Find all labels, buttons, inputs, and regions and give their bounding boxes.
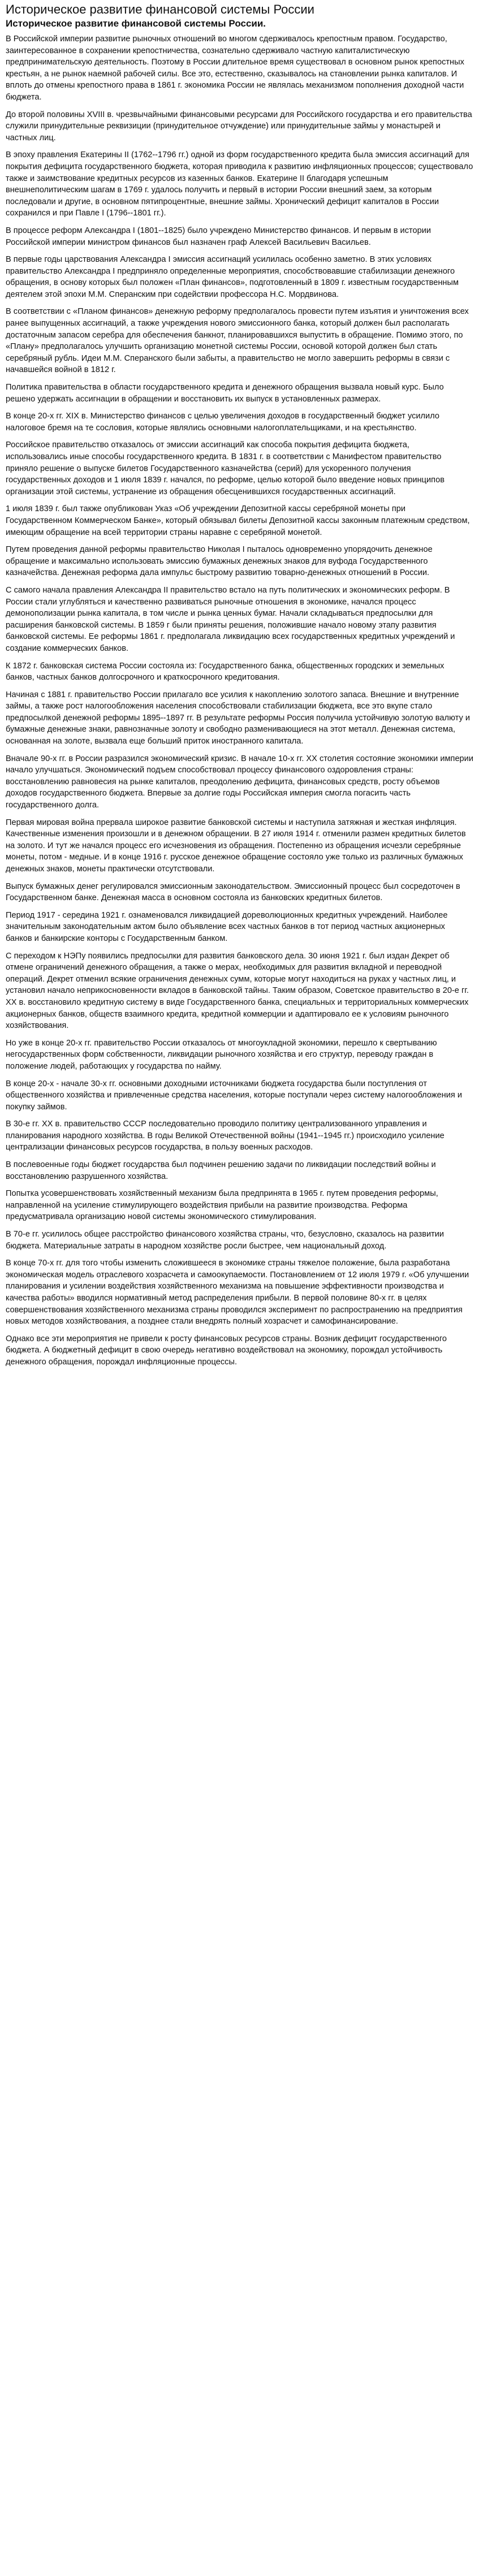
body-paragraph: Первая мировая война прервала широкое развитие банковской системы и наступила затяжная и жесткая инфляция. Качественные изменения произошли и в денежном обращении. В 27 июля 1914 г. отменили размен кредитных билетов на золото. И тут же начался процесс его исчезновения из обращения. Постепенно из обращения исчезли серебряные монеты, потом - медные. И в конце 1916 г. русское денежное обращение состояло уже только из различных бумажных денежных знаков, монеты практически отсутствовали. [6, 818, 466, 874]
body-paragraph: В Российской империи развитие рыночных отношений во многом сдерживалось крепостным правом. Государство, заинтересованное в сохранении крепостничества, сознательно сдерживало частную капиталистическую предпринимательскую деятельность. Поэтому в России длительное время существовал в основном рынок крепостных крестьян, а не рынок наемной рабочей силы. Все это, естественно, сказывалось на становлении рынка капиталов. И вплоть до отмены крепостного права в 1861 г. экономика России не являлась механизмом пополнения доходной части бюджета. [6, 34, 464, 102]
body-paragraph: Путем проведения данной реформы правительство Николая I пыталось одновременно упорядочить денежное обращение и максимально использовать эмиссию бумажных денежных знаков для вуфода Государственного казначейства. Денежная реформа дала импульс быстрому развитию товарно-денежных отношений в России. [6, 545, 433, 578]
body-paragraph: Вначале 90-х гг. в России разразился экономический кризис. В начале 10-х гг. XX столетия состояние экономики империи начало улучшаться. Экономический подъем способствовал процессу финансового оздоровления страны: восстановлению равновесия на рынке капиталов, преодолению дефицита, финансовых средств, росту объемов доходов государственного бюджета. Впервые за долгие годы Российская империя смогла погасить часть государственного долга. [6, 754, 473, 810]
body-paragraph: Но уже в конце 20-х гг. правительство России отказалось от многоукладной экономики, перешло к свертыванию негосударственных форм собственности, ликвидации рыночного хозяйства и его структур, переводу граждан в положение людей, работающих у государства по найму. [6, 1038, 437, 1071]
body-paragraph: Российское правительство отказалось от эмиссии ассигнаций как способа покрытия дефицита бюджета, использовались иные способы государственного кредита. В 1831 г. в соответствии с Манифестом правительство приняло решение о выпуске билетов Государственного казначейства (серий) для ускоренного получения государственных доходов и 1 июля 1839 г. начался, по реформе, целью которой было введение новых принципов организации этой системы, устранение из обращения обесценившихся государственных ассигнаций. [6, 440, 445, 496]
document-subtitle: Историческое развитие финансовой системы России. [6, 18, 266, 29]
body-paragraph: В процессе реформ Александра I (1801--1825) было учреждено Министерство финансов. И первым в истории Российской империи министром финансов был назначен граф Алексей Васильевич Васильев. [6, 226, 431, 247]
body-paragraph: Выпуск бумажных денег регулировался эмиссионным законодательством. Эмиссионный процесс был сосредоточен в Государственном банке. Денежная масса в основном состояла из банковских кредитных билетов. [6, 881, 460, 903]
body-paragraph: Период 1917 - середина 1921 г. ознаменовался ликвидацией дореволюционных кредитных учреждений. Наиболее значительным законодательным актом было объявление всех частных банков в тот период частных акционерных банков и банкирские конторы с Государственным банком. [6, 910, 448, 943]
page-title: Историческое развитие финансовой системы России [6, 2, 314, 16]
body-paragraph: С переходом к НЭПу появились предпосылки для развития банковского дела. 30 июня 1921 г. был издан Декрет об отмене ограничений денежного обращения, а также о мерах, необходимых для развития вкладной и переводной операций. Декрет отменил всякие ограничения денежных сумм, которые могут находиться на руках у частных лиц, и установил начало неприкосновенности вкладов в банковской тайны. Таким образом, Советское правительство в 20-е гг. XX в. восстановило кредитную систему в виде Государственного банка, специальных и территориальных коммерческих акционерных банков, обществ взаимного кредита, кредитной коммерции и адаптировало ее к условиям рыночного хозяйствования. [6, 951, 469, 1031]
body-paragraph: В послевоенные годы бюджет государства был подчинен решению задачи по ликвидации последствий войны и восстановлению разрушенного хозяйства. [6, 1160, 436, 1181]
body-paragraph: К 1872 г. банковская система России состояла из: Государственного банка, общественных городских и земельных банков, частных банков долгосрочного и краткосрочного кредитования. [6, 661, 445, 682]
document-body [6, 33, 473, 1368]
body-paragraph: 1 июля 1839 г. был также опубликован Указ «Об учреждении Депозитной кассы серебряной монеты при Государственном Коммерческом Банке», который обязывал билеты Депозитной кассы законным платежным средством, имеющим обращение на всей территории страны наравне с серебряной монетой. [6, 504, 470, 537]
body-paragraph: Однако все эти мероприятия не привели к росту финансовых ресурсов страны. Возник дефицит государственного бюджета. А бюджетный дефицит в свою очередь негативно воздействовал на экономику, порождал устойчивость денежного обращения, порождал инфляционные процессы. [6, 1334, 447, 1367]
body-paragraph: В 30-е гг. XX в. правительство СССР последовательно проводило политику централизованного управления и планирования народного хозяйства. В годы Великой Отечественной войны (1941--1945 гг.) происходило усиление централизации финансовых ресурсов государства, в пользу военных расходов. [6, 1120, 445, 1152]
body-paragraph: Политика правительства в области государственного кредита и денежного обращения вызвала новый курс. Было решено удержать ассигнации в обращении и восстановить их выпуск в установленных размерах. [6, 383, 444, 404]
body-paragraph: До второй половины XVIII в. чрезвычайными финансовыми ресурсами для Российского государства и его правительства служили принудительные реквизиции (принудительное отчуждение) или принудительные займы у монастырей и частных лиц. [6, 110, 472, 142]
body-paragraph: В соответствии с «Планом финансов» денежную реформу предполагалось провести путем изъятия и уничтожения всех ранее выпущенных ассигнаций, а также учреждения нового эмиссионного банка, который должен был располагать достаточным запасом серебра для обеспечения банкнот, планировавшихся выпустить в обращение. Помимо этого, по «Плану» предполагалось улучшить организацию монетной системы России, основой которой должен был стать серебряный рубль. Идеи М.М. Сперанского были забыты, а правительство не могло завершить реформы в связи с начавшейся войной в 1812 г. [6, 307, 469, 375]
body-paragraph: В конце 20-х гг. XIX в. Министерство финансов с целью увеличения доходов в государственный бюджет усилило налоговое бремя на те сословия, которые являлись основными налогоплательщиками, и на крестьянство. [6, 412, 439, 433]
body-paragraph: В конце 20-х - начале 30-х гг. основными доходными источниками бюджета государства были поступления от общественного хозяйства и привлеченные средства населения, которые поступали через систему налогообложения и покупку займов. [6, 1079, 462, 1112]
body-paragraph: С самого начала правления Александра II правительство встало на путь политических и экономических реформ. В России стали углубляться и качественно развиваться рыночные отношения в экономике, начался процесс демонополизации рынка капитала, в том числе и рынка ценных бумаг. Начали складываться предпосылки для расширения банковской системы. В 1859 г были приняты решения, положившие начало новому этапу развития банковской системы. Ее реформы 1861 г. предполагала ликвидацию всех государственных кредитных учреждений и создание коммерческих банков. [6, 585, 455, 653]
body-paragraph: В конце 70-х гг. для того чтобы изменить сложившееся в экономике страны тяжелое положение, была разработана экономическая модель отраслевого хозрасчета и самоокупаемости. Постановлением от 12 июля 1979 г. «Об улучшении планирования и усилении воздействия хозяйственного механизма на повышение эффективности производства и качества работы» вводился нормативный метод распределения прибыли. В первой половине 80-х гг. в целях совершенствования хозяйственного механизма страны проводился эксперимент по распространению на предприятия новых методов хозяйствования, а позднее стали внедрять полный хозрасчет и самофинансирование. [6, 1259, 469, 1326]
body-paragraph: В эпоху правления Екатерины II (1762--1796 гг.) одной из форм государственного кредита была эмиссия ассигнаций для покрытия дефицита государственного бюджета, которая приводила к развитию инфляционных процессов; существовало также и заимствование кредитных ресурсов из казенных банков. Екатерине II благодаря успешным внешнеполитическим шагам в 1769 г. удалось получить и первый в истории России внешний заем, за которым последовали и другие, в основном пятипроцентные, внешние займы. Хронический дефицит капиталов в России сохранился и при Павле I (1796--1801 гг.). [6, 150, 473, 218]
body-paragraph: Попытка усовершенствовать хозяйственный механизм была предпринята в 1965 г. путем проведения реформы, направленной на усиление стимулирующего воздействия прибыли на развитие производства. Реформа предусматривала организацию новой системы экономического стимулирования. [6, 1189, 438, 1222]
body-paragraph: В 70-е гг. усилилось общее расстройство финансового хозяйства страны, что, безусловно, сказалось на развитии бюджета. Материальные затраты в народном хозяйстве росли быстрее, чем национальный доход. [6, 1230, 445, 1251]
body-paragraph: В первые годы царствования Александра I эмиссия ассигнаций усилилась особенно заметно. В этих условиях правительство Александра I предприняло определенные мероприятия, способствовавшие стабилизации денежного обращения, в основу которых был положен «План финансов», подготовленный в 1809 г. известным государственным деятелем этой эпохи М.М. Сперанским при содействии профессора Н.С. Мордвинова. [6, 255, 459, 299]
body-paragraph: Начиная с 1881 г. правительство России прилагало все усилия к накоплению золотого запаса. Внешние и внутренние займы, а также рост налогообложения населения способствовали стабилизации бюджета, все это вкупе стало предпосылкой денежной реформы 1895--1897 гг. В результате реформы Россия получила устойчивую золотую валюту и бумажные денежные знаки, равнозначные золоту и свободно разменивающиеся на этот металл. Денежная система, основанная на золоте, вызвала еще больший приток иностранного капитала. [6, 690, 470, 746]
